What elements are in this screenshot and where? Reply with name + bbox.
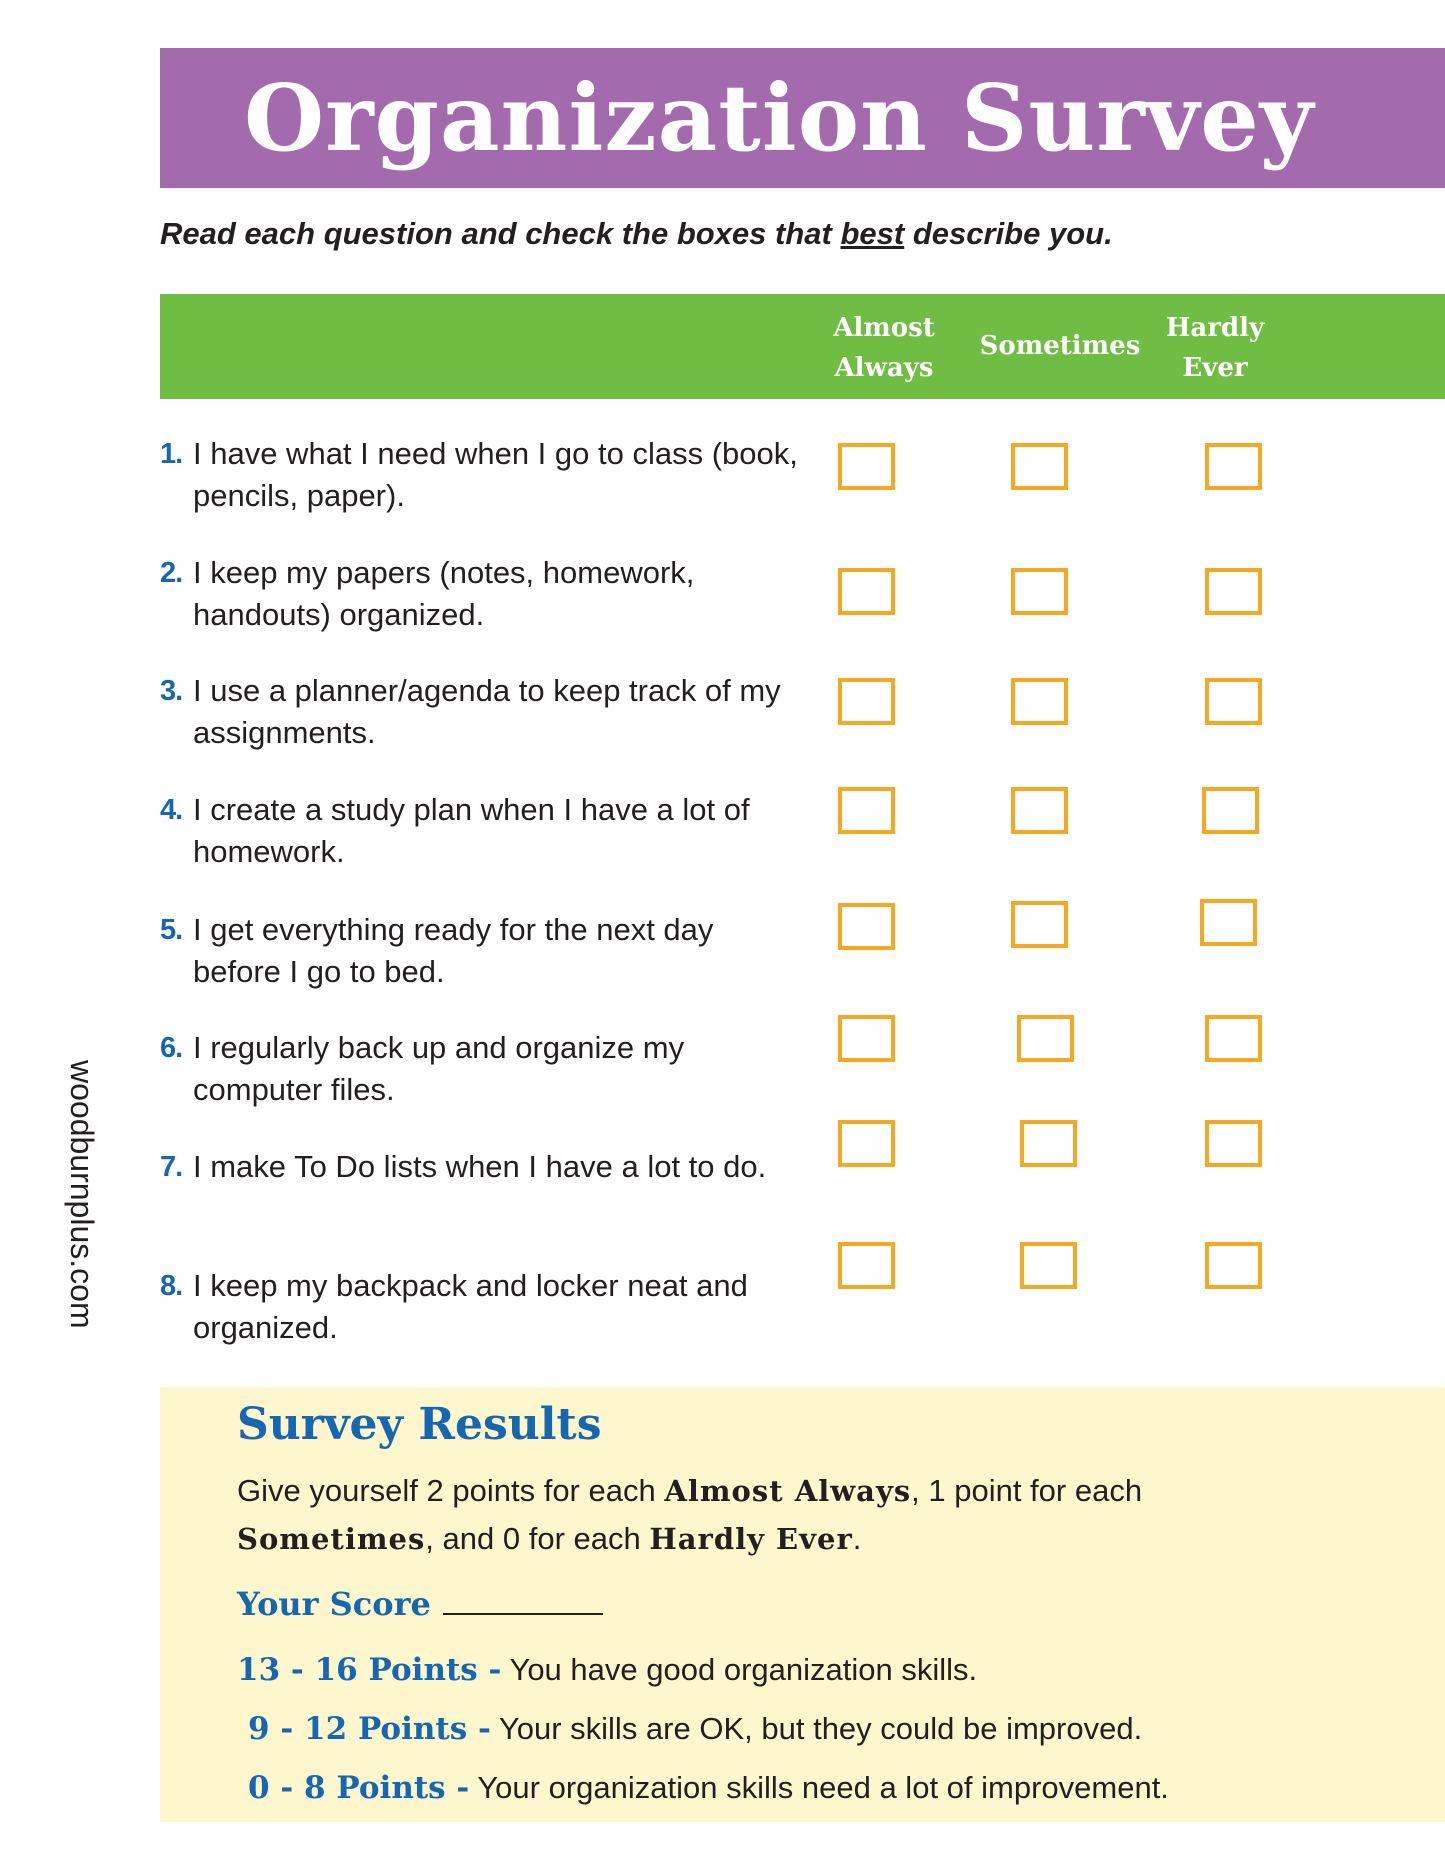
results-title: Survey Results (237, 1399, 602, 1450)
scoring-text: Give yourself 2 points for each (237, 1473, 665, 1508)
score-range-row (248, 1770, 1169, 1806)
question-text: I make To Do lists when I have a lot to do. (193, 1149, 767, 1184)
checkbox-q5-hardly-ever[interactable] (1200, 899, 1257, 946)
question-text: I get everything ready for the next day before I go to bed. (193, 912, 714, 989)
question-row (160, 1146, 800, 1188)
scoring-text: , 1 point for each (911, 1473, 1143, 1508)
question-row (160, 789, 800, 873)
title-banner (160, 48, 1445, 188)
checkbox-q4-almost-always[interactable] (838, 787, 895, 834)
question-number: 4. (160, 794, 183, 826)
question-text: I have what I need when I go to class (book, pencils, paper). (193, 436, 798, 513)
scoring-text: , and 0 for each (425, 1521, 650, 1556)
checkbox-q1-sometimes[interactable] (1011, 443, 1068, 490)
question-row (160, 670, 800, 754)
column-header-line: Hardly (1165, 313, 1265, 343)
question-row (160, 1027, 800, 1111)
your-score (237, 1583, 603, 1623)
column-header-almost-always (814, 308, 954, 388)
score-range-label: 9 - 12 Points - (248, 1711, 491, 1747)
question-text: I use a planner/agenda to keep track of my assignments. (193, 673, 781, 750)
question-number: 8. (160, 1270, 183, 1302)
score-label: Your Score (237, 1585, 431, 1623)
question-number: 5. (160, 914, 183, 946)
checkbox-q3-hardly-ever[interactable] (1205, 678, 1262, 725)
score-range-text: Your organization skills need a lot of improvement. (469, 1770, 1169, 1805)
checkbox-q4-sometimes[interactable] (1011, 787, 1068, 834)
checkbox-q2-sometimes[interactable] (1011, 568, 1068, 615)
instructions-emphasis: best (840, 216, 905, 251)
checkbox-q7-hardly-ever[interactable] (1205, 1120, 1262, 1167)
score-range-text: You have good organization skills. (501, 1652, 978, 1687)
checkbox-q6-almost-always[interactable] (838, 1015, 895, 1062)
question-number: 6. (160, 1032, 183, 1064)
instructions-text-before: Read each question and check the boxes that (160, 216, 841, 251)
column-header-line: Always (834, 353, 934, 383)
checkbox-q3-almost-always[interactable] (838, 678, 895, 725)
column-header-line: Ever (1182, 353, 1248, 383)
score-range-row (237, 1652, 977, 1688)
column-header-bar (160, 294, 1445, 399)
checkbox-q7-sometimes[interactable] (1020, 1120, 1077, 1167)
checkbox-q1-almost-always[interactable] (838, 443, 895, 490)
scoring-instructions (237, 1467, 1317, 1563)
question-text: I keep my backpack and locker neat and organized. (193, 1268, 748, 1345)
checkbox-q5-sometimes[interactable] (1011, 901, 1068, 948)
question-text: I keep my papers (notes, homework, handouts) organized. (193, 555, 695, 632)
checkbox-q4-hardly-ever[interactable] (1202, 787, 1259, 834)
checkbox-q6-sometimes[interactable] (1017, 1015, 1074, 1062)
scoring-term-sometimes: Sometimes (237, 1522, 426, 1556)
column-header-line: Almost (833, 313, 935, 343)
checkbox-q1-hardly-ever[interactable] (1205, 443, 1262, 490)
checkbox-q3-sometimes[interactable] (1011, 678, 1068, 725)
question-number: 2. (160, 557, 183, 589)
checkbox-q2-almost-always[interactable] (838, 568, 895, 615)
question-row (160, 1265, 800, 1349)
checkbox-q8-hardly-ever[interactable] (1205, 1242, 1262, 1289)
score-range-row (248, 1711, 1142, 1747)
checkbox-q7-almost-always[interactable] (838, 1120, 895, 1167)
website-url: woodburnplus.com (64, 1060, 100, 1329)
question-number: 3. (160, 675, 183, 707)
checkbox-q6-hardly-ever[interactable] (1205, 1015, 1262, 1062)
checkbox-q8-sometimes[interactable] (1020, 1242, 1077, 1289)
question-row (160, 433, 800, 517)
column-header-sometimes (960, 326, 1160, 366)
instructions (160, 216, 1113, 252)
score-blank-field[interactable] (443, 1583, 603, 1615)
survey-results-panel (160, 1387, 1445, 1822)
checkbox-q8-almost-always[interactable] (838, 1242, 895, 1289)
question-number: 1. (160, 438, 183, 470)
page-title: Organization Survey (244, 64, 1315, 172)
instructions-text-after: describe you. (904, 216, 1113, 251)
score-range-label: 13 - 16 Points - (237, 1652, 502, 1688)
question-row (160, 552, 800, 636)
question-text: I regularly back up and organize my computer files. (193, 1030, 685, 1107)
checkbox-q2-hardly-ever[interactable] (1205, 568, 1262, 615)
scoring-text: . (852, 1521, 862, 1556)
question-row (160, 909, 800, 993)
question-text: I create a study plan when I have a lot of homework. (193, 792, 750, 869)
question-number: 7. (160, 1151, 183, 1183)
column-header-hardly-ever (1160, 308, 1270, 388)
checkbox-q5-almost-always[interactable] (838, 903, 895, 950)
scoring-term-almost-always: Almost Always (664, 1474, 912, 1508)
column-header-line: Sometimes (979, 331, 1141, 361)
score-range-text: Your skills are OK, but they could be improved. (490, 1711, 1143, 1746)
scoring-term-hardly-ever: Hardly Ever (649, 1522, 853, 1556)
score-range-label: 0 - 8 Points - (248, 1770, 470, 1806)
